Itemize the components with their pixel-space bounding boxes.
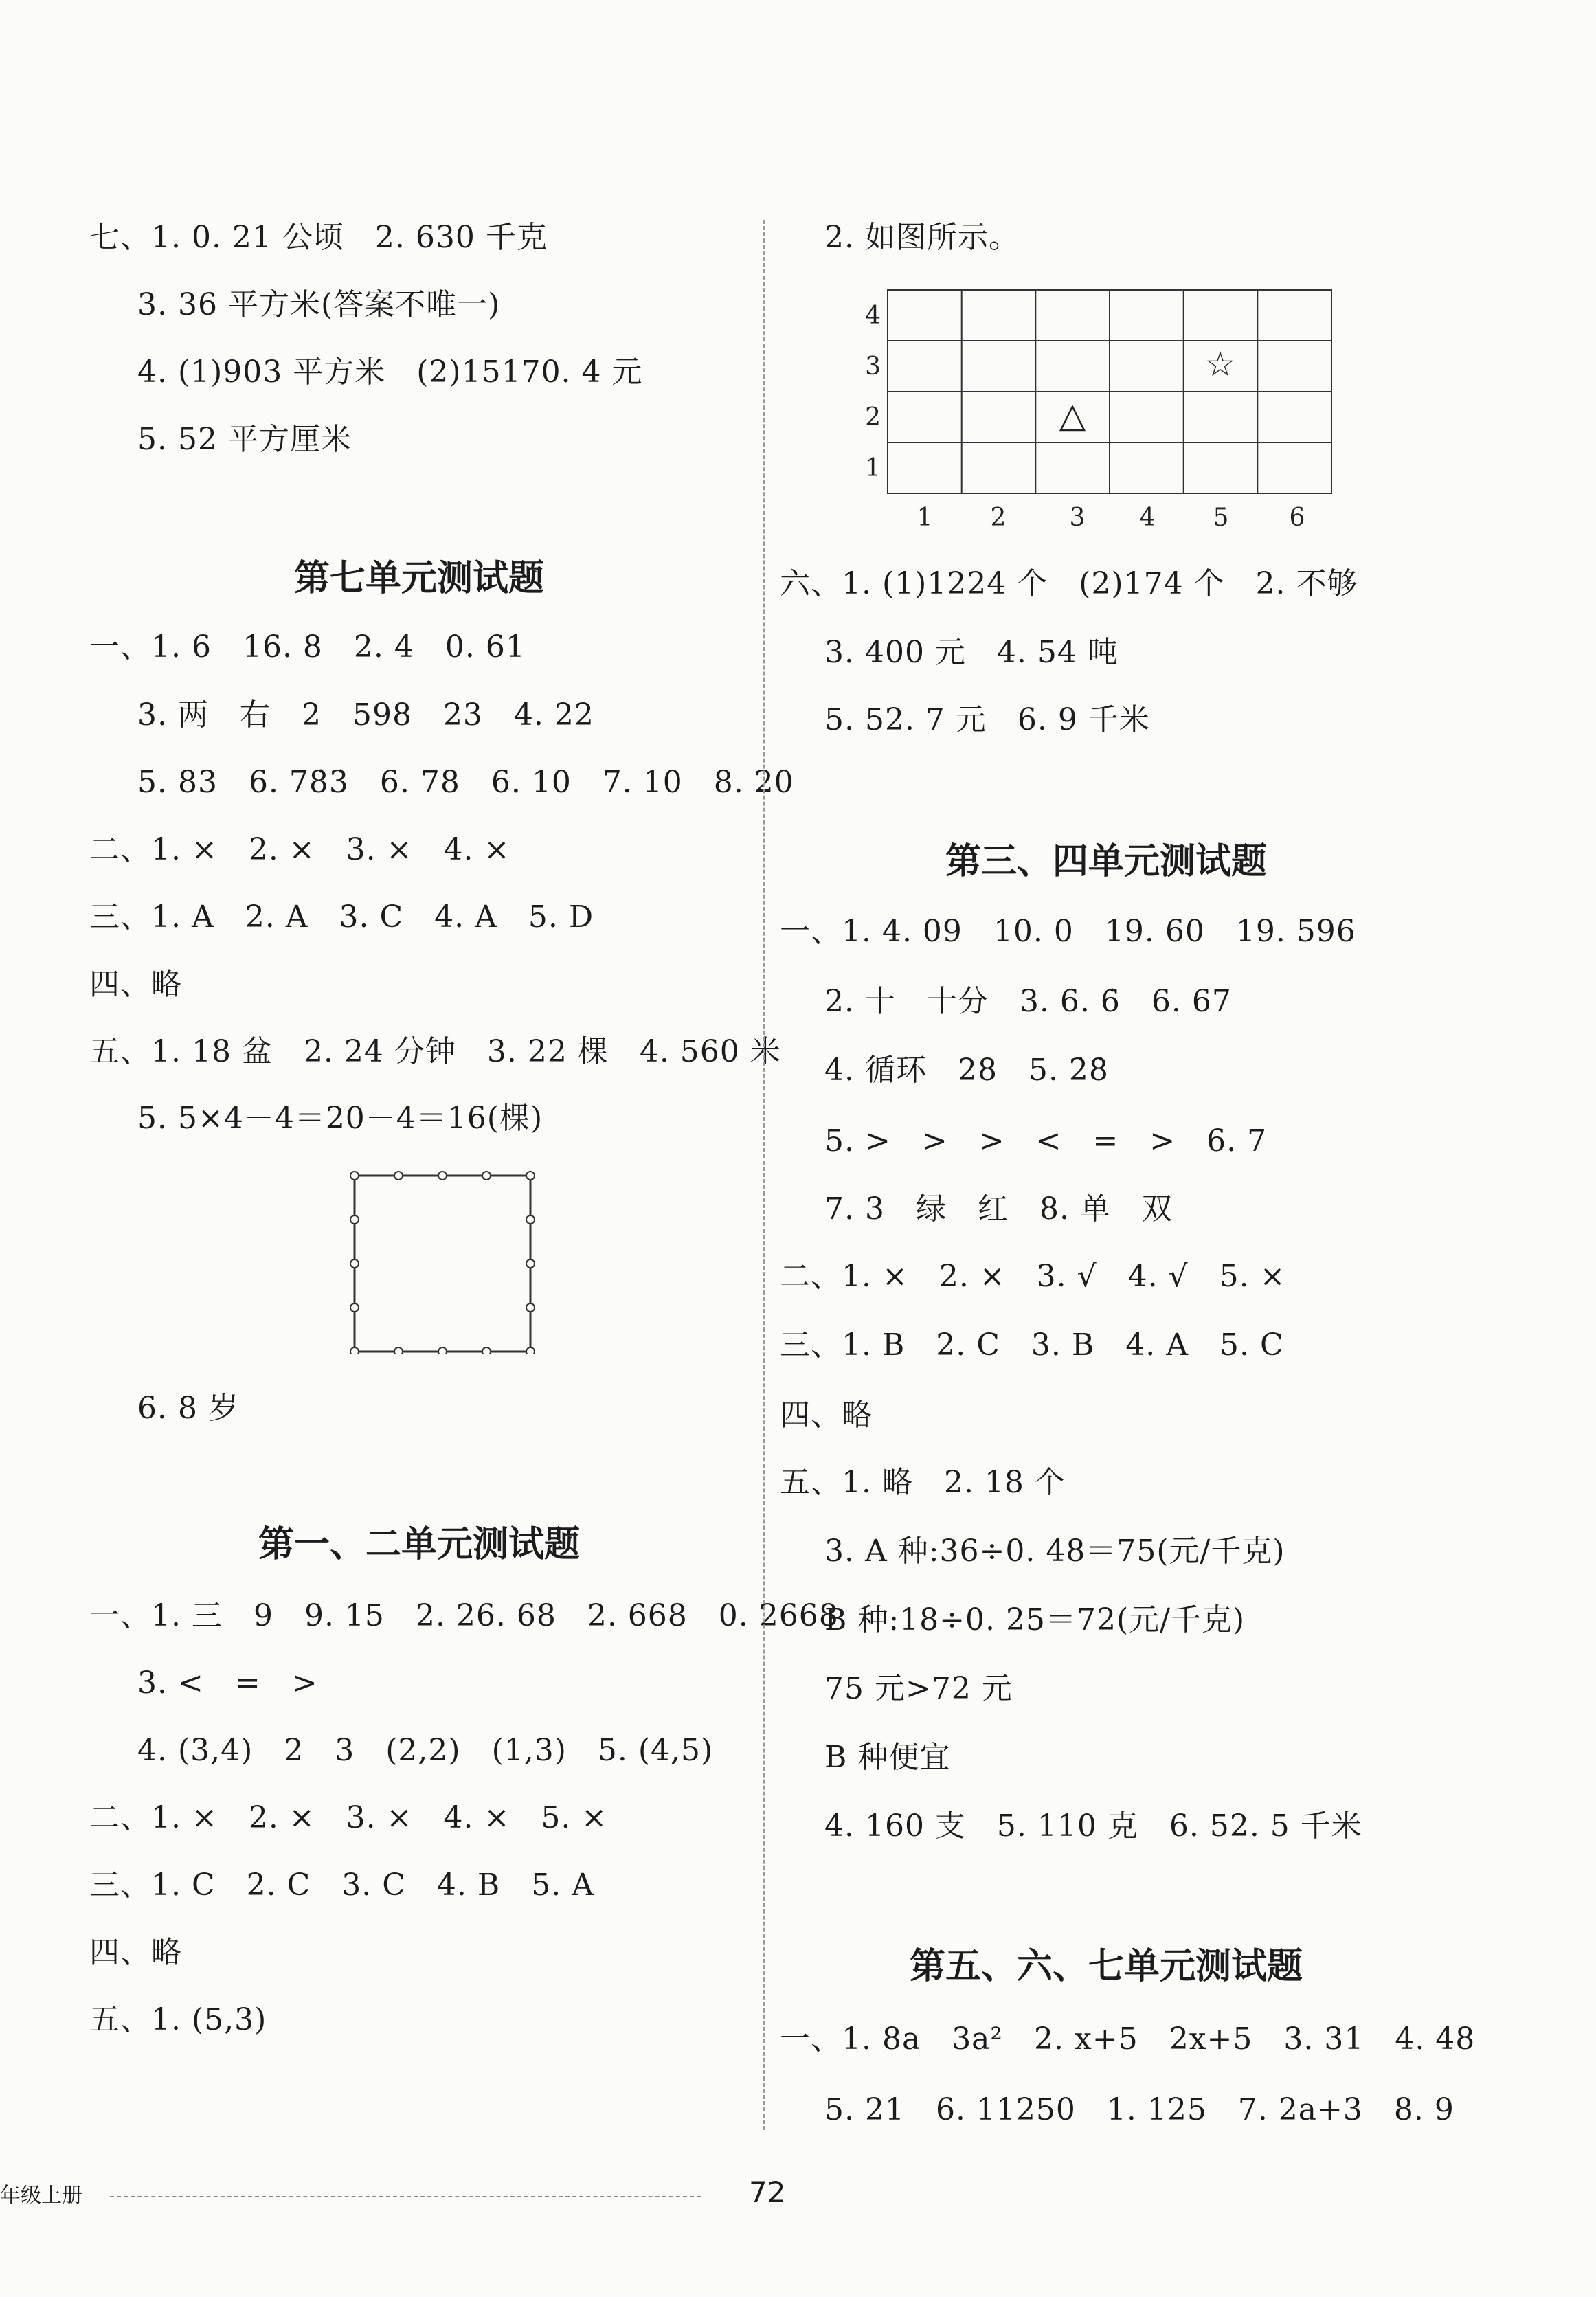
s7-line-3: 4. (1)903 平方米 (2)15170. 4 元 [137,355,643,390]
unit567-line-1: 一、1. 8a 3a² 2. x+5 2x+5 3. 31 4. 48 [780,2021,1476,2057]
grid-y-label: 1 [865,454,881,482]
unit12-title: 第一、二单元测试题 [258,1524,580,1565]
unit34-line-8: 四、略 [780,1398,873,1433]
s7-line-1: 七、1. 0. 21 公顷 2. 630 千克 [89,220,548,255]
grid-x-label: 1 [917,504,933,532]
unit7-line-8: 5. 5×4－4＝20－4＝16(棵) [137,1101,543,1136]
footer-dashed-rule [110,2196,701,2197]
triangle-marker-icon: △ [1059,395,1086,435]
unit12-line-7: 五、1. (5,3) [89,2002,267,2037]
unit7-line-3: 5. 83 6. 78̇3̇ 6. 78 6. 10 7. 10 8. 20 [137,765,794,800]
grid-x-label: 5 [1213,504,1229,532]
s7-line-2: 3. 36 平方米(答案不唯一) [137,287,501,322]
unit12-line-1: 一、1. 三 9 9. 15 2. 26. 68 2. 668 0. 2668 [89,1598,839,1633]
unit34-line-13: B 种便宜 [824,1740,951,1775]
unit7-line-7: 五、1. 18 盆 2. 24 分钟 3. 22 棵 4. 560 米 [89,1034,781,1069]
unit12-line-4: 二、1. × 2. × 3. × 4. × 5. × [89,1800,608,1835]
unit7-title: 第七单元测试题 [293,558,544,599]
unit7-line-2: 3. 两 右 2 598 23 4. 22 [137,697,594,732]
unit34-line-3: 4. 循环 28 5. 2̇8̇ [824,1053,1109,1088]
grid-y-label: 4 [865,302,881,330]
unit567-title: 第五、六、七单元测试题 [909,1946,1303,1987]
unit12-line-3: 4. (3,4) 2 3 (2,2) (1,3) 5. (4,5) [137,1733,714,1768]
unit34-title: 第三、四单元测试题 [945,841,1267,882]
unit34-line-1: 一、1. 4. 09 10. 0 19. 60 19. 596 [780,914,1356,949]
unit34-line-5: 7. 3 绿 红 8. 单 双 [824,1191,1173,1226]
unit12-line-2: 3. < = > [137,1666,318,1701]
unit34-line-10: 3. A 种:36÷0. 48＝75(元/千克) [824,1534,1285,1569]
unit34-line-4: 5. > > > < = > 6. 7 [824,1123,1268,1158]
s7-line-4: 5. 52 平方厘米 [137,422,352,457]
grid-x-label: 3 [1069,504,1086,532]
unit7-line-9: 6. 8 岁 [137,1391,239,1426]
unit34-line-14: 4. 160 支 5. 110 克 6. 52. 5 千米 [824,1808,1362,1844]
footer-grade-label: 年级上册 [0,2184,82,2208]
grid-y-label: 2 [865,403,881,432]
unit7-line-6: 四、略 [89,967,182,1002]
unit34-line-9: 五、1. 略 2. 18 个 [780,1465,1066,1500]
star-marker-icon: ☆ [1204,344,1236,384]
s6-line-3: 5. 52. 7 元 6. 9 千米 [824,702,1150,737]
page-number: 72 [749,2175,786,2209]
s6-line-1: 六、1. (1)1224 个 (2)174 个 2. 不够 [780,566,1358,601]
unit12-line-5: 三、1. C 2. C 3. C 4. B 5. A [89,1868,594,1903]
unit7-line-1: 一、1. 6 16. 8 2. 4 0. 61 [89,629,526,664]
grid-x-label: 6 [1289,504,1305,532]
unit7-line-5: 三、1. A 2. A 3. C 4. A 5. D [89,899,594,934]
s6-line-2: 3. 400 元 4. 54 吨 [824,635,1119,670]
column-divider [763,220,765,2130]
coordinate-grid [859,282,1353,536]
unit567-line-2: 5. 21 6. 11250 1. 125 7. 2a+3 8. 9 [824,2092,1454,2127]
grid-x-label: 2 [990,504,1007,532]
unit7-line-4: 二、1. × 2. × 3. × 4. × [89,832,510,867]
unit34-line-11: B 种:18÷0. 25＝72(元/千克) [824,1602,1246,1637]
grid-y-label: 3 [865,352,881,381]
unit34-line-12: 75 元>72 元 [824,1671,1013,1706]
unit34-line-6: 二、1. × 2. × 3. √ 4. √ 5. × [780,1259,1286,1294]
tree-square-figure [344,1165,550,1354]
unit34-line-7: 三、1. B 2. C 3. B 4. A 5. C [780,1327,1284,1363]
unit12-line-6: 四、略 [89,1935,182,1970]
unit34-line-2: 2. 十 十分 3. 6. 6̇ 6. 67 [824,984,1232,1019]
s2-line-1: 2. 如图所示。 [824,220,1020,255]
grid-x-label: 4 [1139,504,1156,532]
